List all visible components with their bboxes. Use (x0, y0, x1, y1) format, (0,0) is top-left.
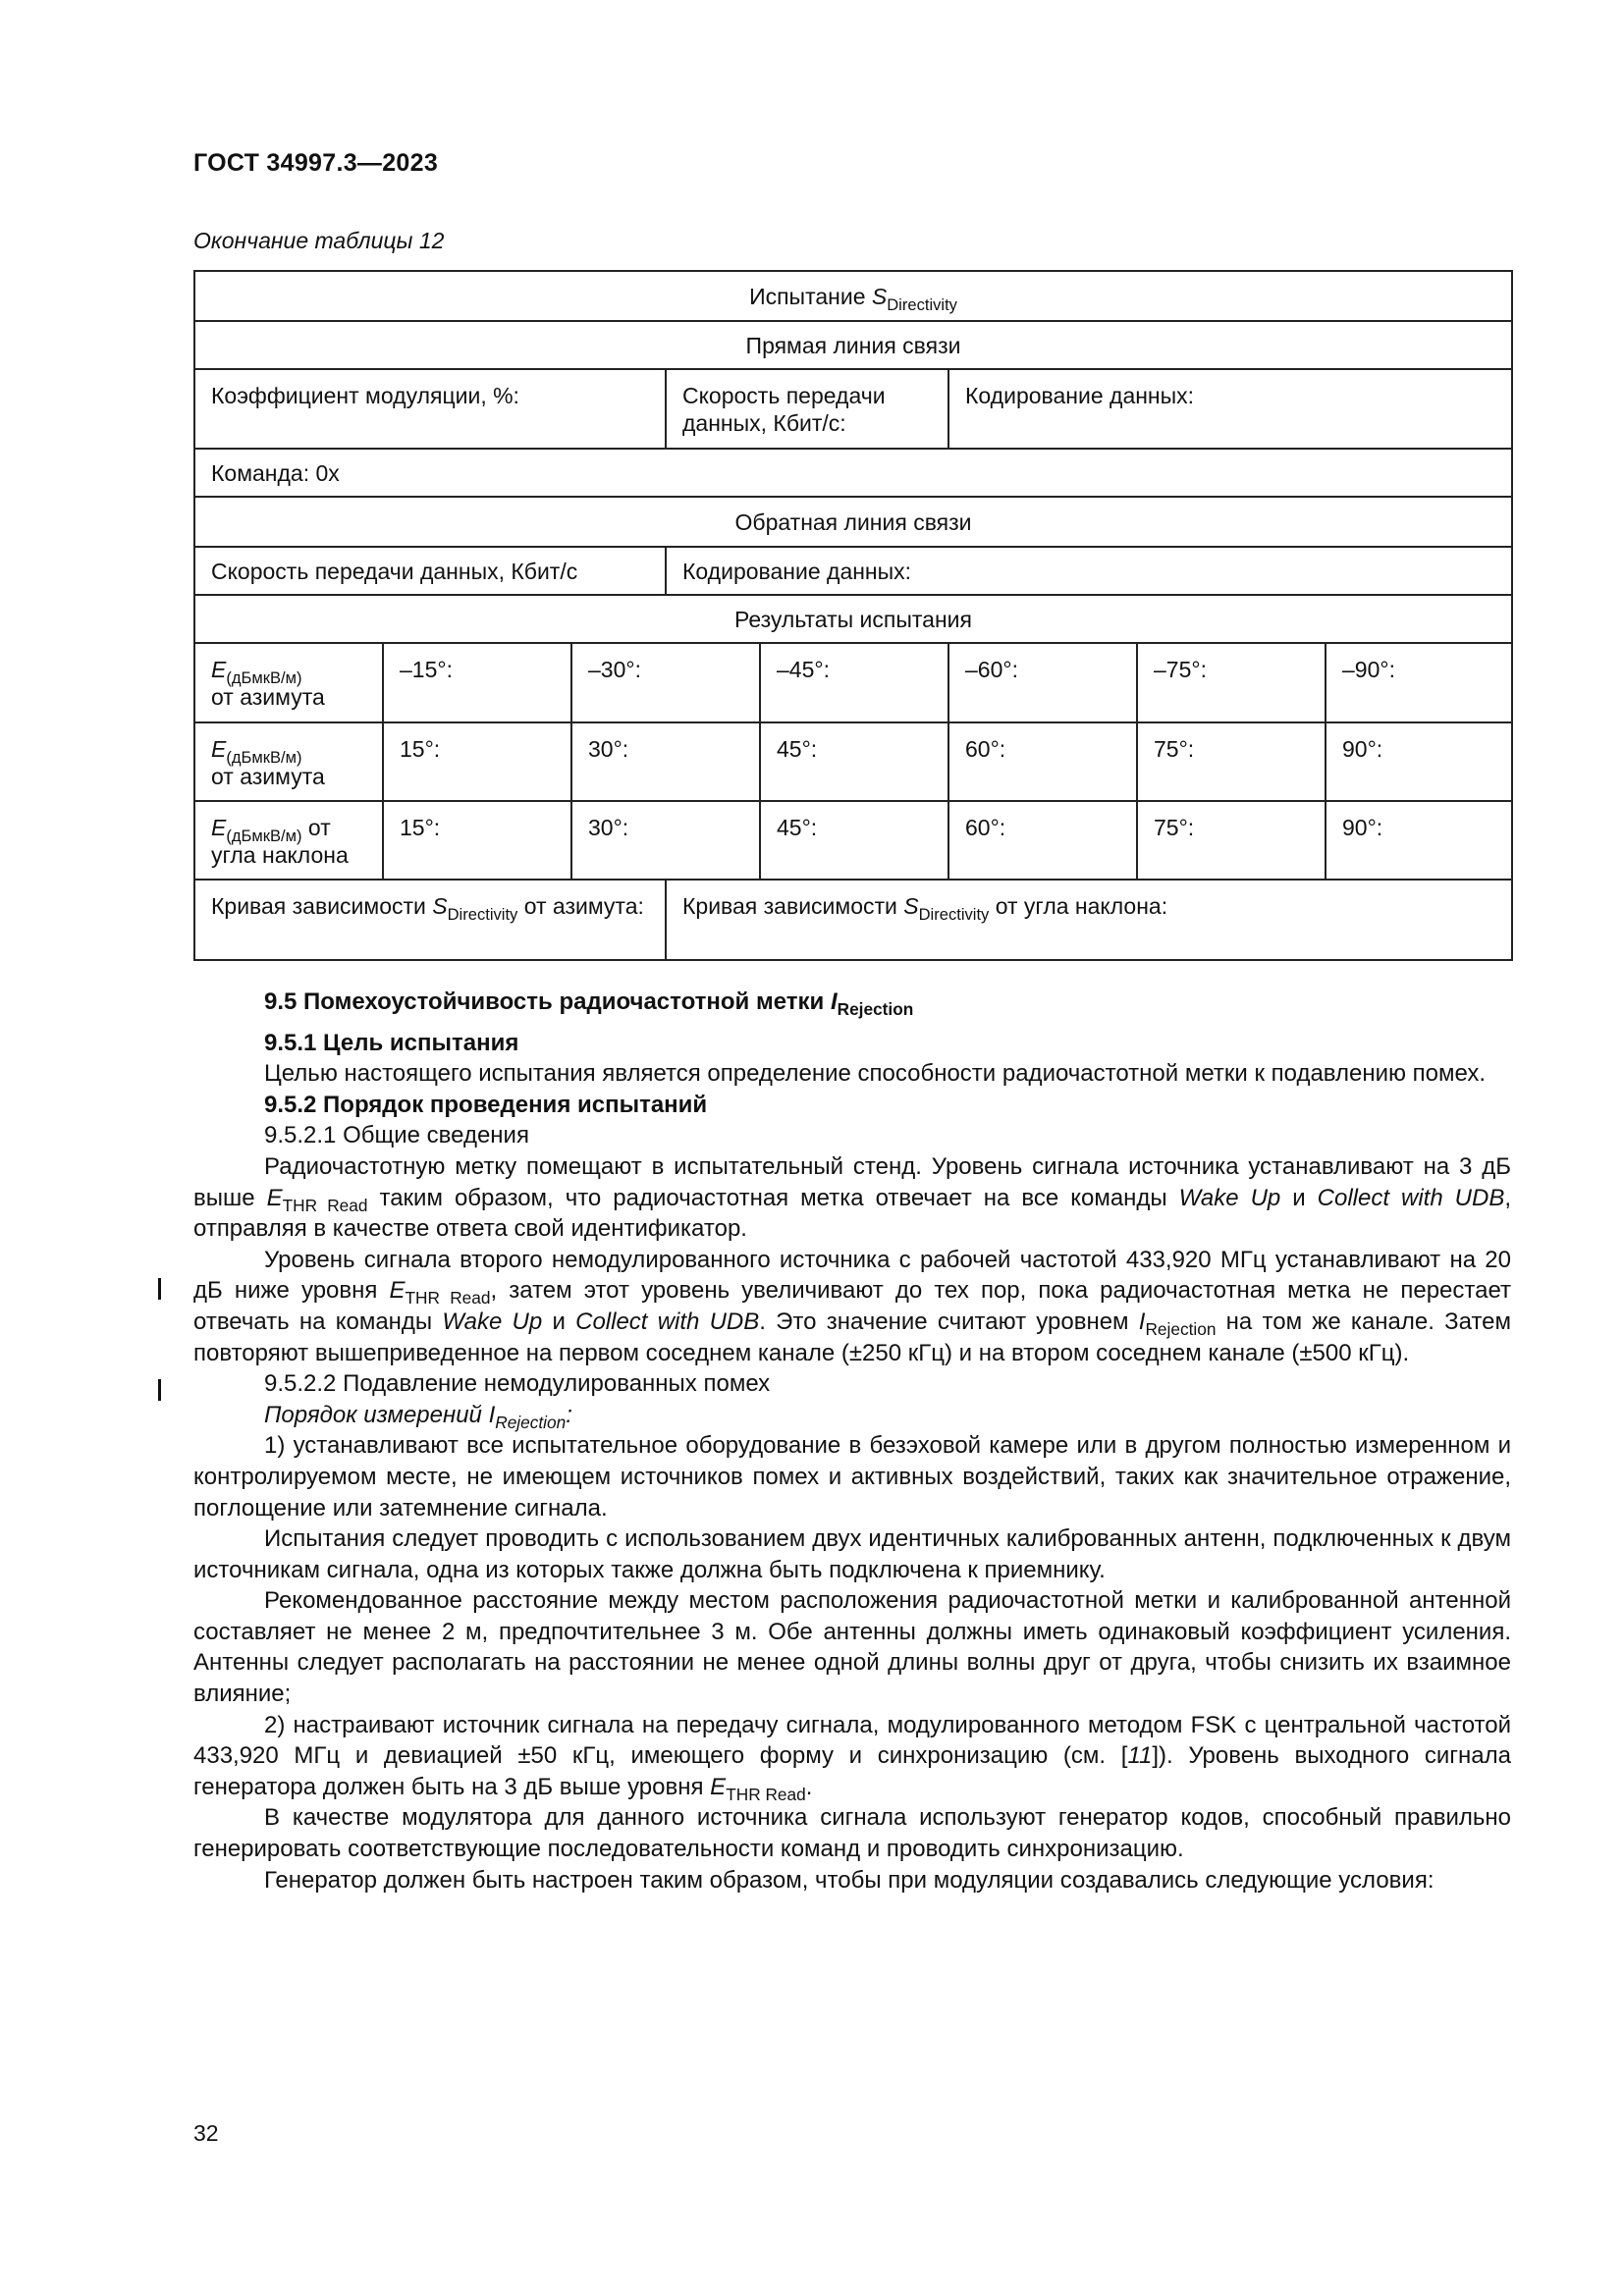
e-tilt-label: $E_{(дБмкВ/м)}$ от угла наклона (194, 801, 383, 880)
paragraph: Генератор должен быть настроен таким образом, чтобы при модуляции создавались следующие условия: (264, 1866, 1435, 1894)
table-row (194, 321, 1512, 369)
data-coding-reverse-cell: Кодирование данных: (666, 547, 1512, 595)
data-rate-forward-cell: Скорость передачи данных, Кбит/с: (666, 369, 948, 449)
value-cell: 75°: (1137, 722, 1326, 801)
e-azimuth-label: $E_{(дБмкВ/м)}$ от азимута (194, 643, 383, 722)
value-cell: 60°: (948, 801, 1137, 880)
forward-link-cell: Прямая линия связи (194, 321, 1512, 369)
table-row (194, 547, 1512, 595)
value-cell: –90°: (1326, 643, 1512, 722)
paragraph: Испытания следует проводить с использованием двух идентичных калиброванных антенн, подключенных к двум источникам сигнала, одна из которых также должна быть подключена к приемнику. (193, 1525, 1511, 1583)
value-cell: –15°: (383, 643, 571, 722)
curve-azimuth-cell: Кривая зависимости $S_{Directivity}$ от азимута: (194, 880, 666, 960)
table-row (194, 722, 1512, 801)
table-row (194, 449, 1512, 497)
section-heading-9-5: 9.5 Помехоустойчивость радиочастотной метки $I_{Rejection}$ (264, 988, 914, 1020)
value-cell: 45°: (760, 801, 948, 880)
section-heading-9-5-2: 9.5.2 Порядок проведения испытаний (264, 1091, 708, 1118)
value-cell: 45°: (760, 722, 948, 801)
table-row (194, 271, 1512, 321)
page-number: 32 (193, 2120, 219, 2146)
value-cell: 75°: (1137, 801, 1326, 880)
value-cell: 30°: (571, 801, 760, 880)
body-text (193, 987, 1511, 1896)
paragraph: В качестве модулятора для данного источника сигнала используют генератор кодов, способный правильно генерировать соответствующие последовательности команд и проводить синхронизацию. (193, 1804, 1511, 1863)
test-title-cell: Испытание $S_{Directivity}$ (194, 271, 1512, 321)
data-coding-forward-cell: Кодирование данных: (948, 369, 1512, 449)
paragraph: 1) устанавливают все испытательное оборудование в безэховой камере или в другом полностью измеренном и контролируемом месте, не имеющем источников помех и активных воздействий, таких как значительное отражение, поглощение или затемнение сигнала. (193, 1432, 1511, 1522)
table-caption: Окончание таблицы 12 (193, 228, 445, 253)
value-cell: 30°: (571, 722, 760, 801)
curve-tilt-cell: Кривая зависимости $S_{Directivity}$ от угла наклона: (666, 880, 1512, 960)
change-marker (158, 1278, 161, 1300)
value-cell: 90°: (1326, 722, 1512, 801)
subsection-heading-9-5-2-1: 9.5.2.1 Общие сведения (264, 1122, 529, 1149)
value-cell: –75°: (1137, 643, 1326, 722)
value-cell: 60°: (948, 722, 1137, 801)
paragraph: Целью настоящего испытания является определение способности радиочастотной метки к подавлению помех. (264, 1060, 1487, 1088)
table-row (194, 880, 1512, 960)
procedure-heading: Порядок измерений $I_{Rejection}$: (264, 1401, 572, 1432)
table-row (194, 369, 1512, 449)
value-cell: –45°: (760, 643, 948, 722)
reverse-link-cell: Обратная линия связи (194, 497, 1512, 547)
data-rate-reverse-cell: Скорость передачи данных, Кбит/с (194, 547, 666, 595)
table-row (194, 643, 1512, 722)
paragraph: Радиочастотную метку помещают в испытательный стенд. Уровень сигнала источника устанавливают на 3 дБ выше $E_{THR Read}$ таким образом, что радиочастотная метка отвечает на все команды Wake Up и Collect with UDB, отправляя в качестве ответа свой идентификатор. (193, 1152, 1512, 1243)
value-cell: –30°: (571, 643, 760, 722)
e-azimuth-label: $E_{(дБмкВ/м)}$ от азимута (194, 722, 383, 801)
command-cell: Команда: 0x (194, 449, 1512, 497)
change-marker (158, 1379, 161, 1401)
results-cell: Результаты испытания (194, 595, 1512, 643)
subsection-heading-9-5-2-2: 9.5.2.2 Подавление немодулированных помех (264, 1370, 771, 1398)
modulation-coef-cell: Коэффициент модуляции, %: (194, 369, 666, 449)
paragraph: Уровень сигнала второго немодулированного источника с рабочей частотой 433,920 МГц устанавливают на 20 дБ ниже уровня $E_{THR Read}$, затем этот уровень увеличивают до тех пор, пока радиочастотная метка не перестает отвечать на команды Wake Up и Collect with UDB. Это значение считают уровнем $I_{Rejection}$ на том же канале. Затем повторяют вышеприведенное на первом соседнем канале (±250 кГц) и на втором соседнем канале (±500 кГц). (193, 1246, 1512, 1366)
value-cell: 15°: (383, 722, 571, 801)
section-heading-9-5-1: 9.5.1 Цель испытания (264, 1029, 519, 1056)
directivity-table (193, 270, 1513, 961)
paragraph: Рекомендованное расстояние между местом расположения радиочастотной метки и калиброванной антенной составляет не менее 2 м, предпочтительнее 3 м. Обе антенны должны иметь одинаковый коэффициент усиления. Антенны следует располагать на расстоянии не менее одной длины волны друг от друга, чтобы снизить их взаимное влияние; (193, 1587, 1511, 1708)
value-cell: 15°: (383, 801, 571, 880)
table-row (194, 801, 1512, 880)
table-row (194, 595, 1512, 643)
table-row (194, 497, 1512, 547)
paragraph: 2) настраивают источник сигнала на передачу сигнала, модулированного методом FSK с центральной частотой 433,920 МГц и девиацией ±50 кГц, имеющего форму и синхронизацию (см. [11]). Уровень выходного сигнала генератора должен быть на 3 дБ выше уровня $E_{THR Read}$. (193, 1711, 1511, 1804)
standard-header: ГОСТ 34997.3—2023 (193, 149, 439, 177)
value-cell: 90°: (1326, 801, 1512, 880)
value-cell: –60°: (948, 643, 1137, 722)
